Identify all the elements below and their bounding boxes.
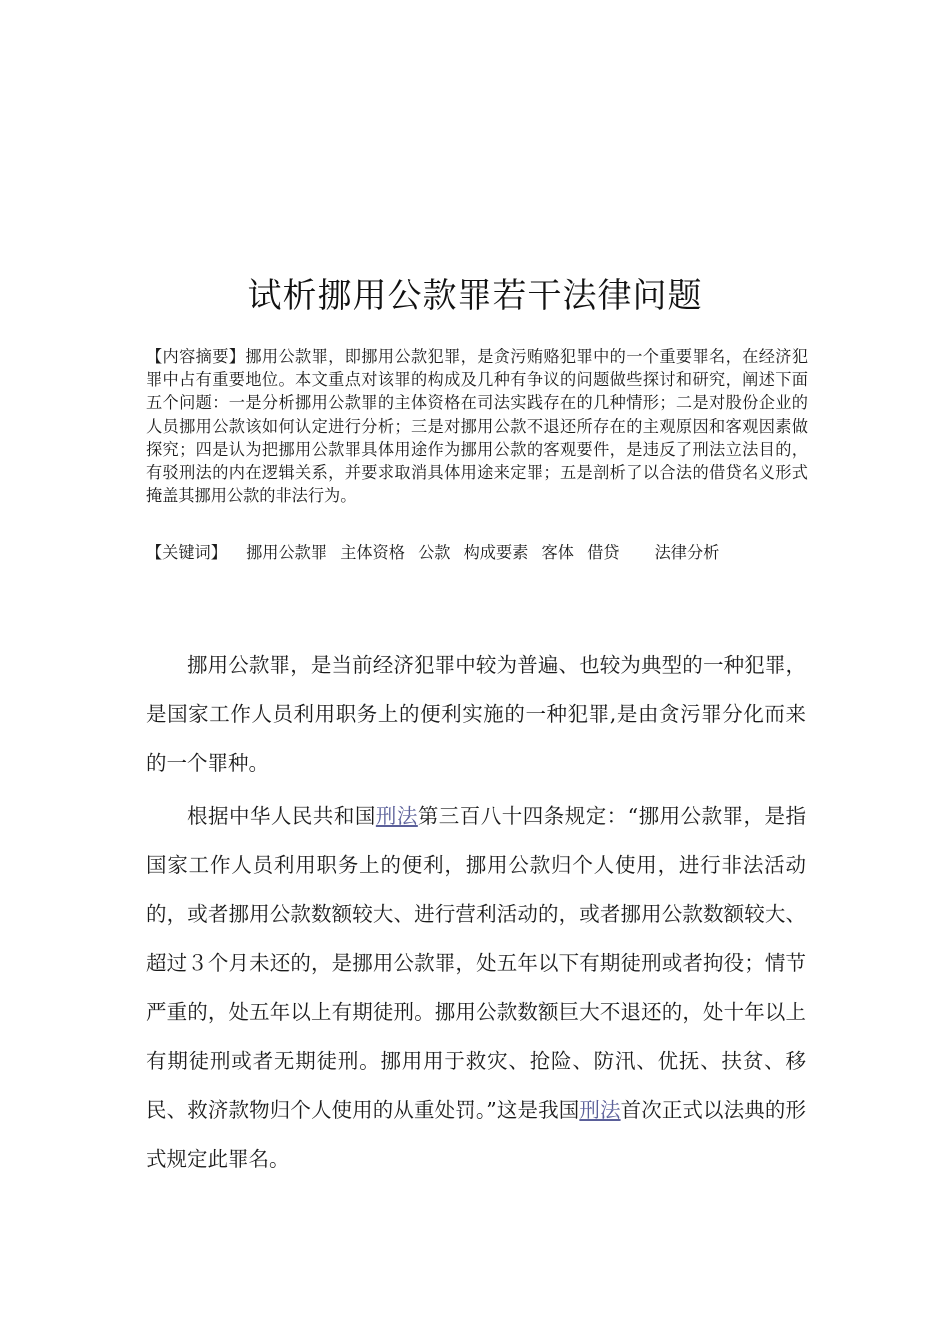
abstract-section bbox=[146, 345, 808, 507]
paragraph-text: 第三百八十四条规定：“挪用公款罪，是指国家工作人员利用职务上的便利，挪用公款归个人使用，进行非法活动的，或者挪用公款数额较大、进行营利活动的，或者挪用公款数额较大、超过３个月未还的，是挪用公款罪，处五年以下有期徒刑或者拘役；情节严重的，处五年以上有期徒刑。挪用公款数额巨大不退还的，处十年以上有期徒刑或者无期徒刑。挪用用于救灾、抢险、防汛、优抚、扶贫、移民、救济款物归个人使用的从重处罚。”这是我国 bbox=[146, 804, 807, 1122]
document-title: 试析挪用公款罪若干法律问题 bbox=[247, 276, 703, 316]
keyword: 借贷 bbox=[587, 543, 620, 562]
keyword: 法律分析 bbox=[654, 543, 720, 562]
body-text bbox=[146, 641, 806, 1188]
keywords-section bbox=[146, 541, 846, 564]
paragraph bbox=[146, 792, 806, 1184]
abstract-label: 【内容摘要】 bbox=[146, 347, 246, 366]
criminal-law-link[interactable]: 刑法 bbox=[579, 1098, 621, 1122]
paragraph-text: 挪用公款罪，是当前经济犯罪中较为普遍、也较为典型的一种犯罪，是国家工作人员利用职务上的便利实施的一种犯罪,是由贪污罪分化而来的一个罪种。 bbox=[146, 653, 806, 775]
paragraph bbox=[146, 641, 806, 788]
paragraph-text: 根据中华人民共和国 bbox=[187, 804, 376, 828]
keyword: 构成要素 bbox=[463, 543, 529, 562]
keyword: 主体资格 bbox=[340, 543, 405, 562]
keyword: 挪用公款罪 bbox=[246, 543, 328, 562]
keywords-label: 【关键词】 bbox=[146, 543, 227, 562]
keyword: 客体 bbox=[541, 543, 574, 562]
criminal-law-link[interactable]: 刑法 bbox=[375, 804, 418, 828]
paragraph-text: 首次正式以法典的形式规定此罪名。 bbox=[146, 1098, 807, 1171]
abstract-text: 挪用公款罪，即挪用公款犯罪，是贪污贿赂犯罪中的一个重要罪名，在经济犯罪中占有重要地位。本文重点对该罪的构成及几种有争议的问题做些探讨和研究，阐述下面五个问题：一是分析挪用公款罪的主体资格在司法实践存在的几种情形；二是对股份企业的人员挪用公款该如何认定进行分析；三是对挪用公款不退还所存在的主观原因和客观因素做探究；四是认为把挪用公款罪具体用途作为挪用公款的客观要件，是违反了刑法立法目的，有驳刑法的内在逻辑关系，并要求取消具体用途来定罪；五是剖析了以合法的借贷名义形式掩盖其挪用公款的非法行为。 bbox=[146, 347, 809, 506]
keyword: 公款 bbox=[418, 543, 451, 562]
